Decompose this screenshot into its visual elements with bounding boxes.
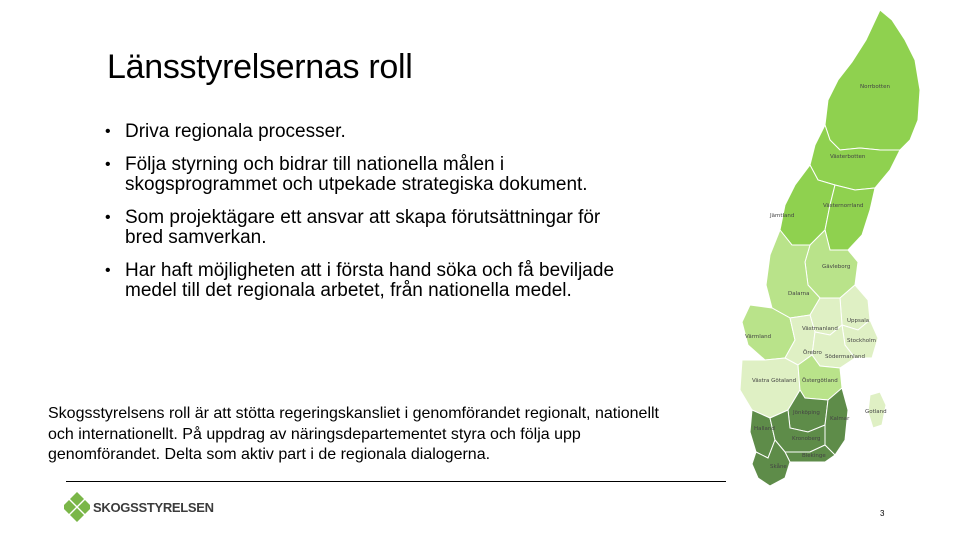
skogsstyrelsen-logo	[64, 490, 214, 524]
label-varmland: Värmland	[745, 334, 772, 340]
label-orebro: Örebro	[803, 350, 822, 356]
summary-paragraph: Skogsstyrelsens roll är att stötta regeringskansliet i genomförandet regionalt, nationellt och internationellt. På uppdrag av näringsdepartementet styra och följa upp genomförandet. Delta som aktiv part i de regionala dialogerna.	[48, 405, 659, 463]
logo-text: SKOGSSTYRELSEN	[93, 499, 214, 515]
county-vasternorrland	[825, 185, 875, 250]
label-dalarna: Dalarna	[788, 291, 810, 297]
divider-line	[66, 481, 726, 482]
slide-title: Länsstyrelsernas roll	[107, 48, 413, 86]
sweden-county-map	[730, 0, 960, 500]
label-vasternorrland: Västernorrland	[823, 203, 864, 209]
tree-logo-icon	[64, 490, 90, 524]
label-jonkoping: Jönköping	[793, 410, 820, 416]
label-vastmanland: Västmanland	[802, 326, 838, 332]
label-gavleborg: Gävleborg	[822, 264, 851, 270]
county-norrbotten	[825, 10, 920, 150]
label-blekinge: Blekinge	[802, 453, 826, 459]
label-vasterbotten: Västerbotten	[830, 154, 866, 160]
bullet-item: • Som projektägare ett ansvar att skapa förutsättningar för bred samverkan.	[105, 208, 625, 248]
bullet-item: • Har haft möjligheten att i första hand söka och få beviljade medel till det regionala arbetet, från nationella medel.	[105, 261, 625, 301]
page-number: 3	[880, 509, 885, 518]
label-sodermanland: Södermanland	[825, 354, 865, 360]
label-skane: Skåne	[770, 464, 787, 470]
label-halland: Halland	[754, 426, 775, 432]
label-norrbotten: Norrbotten	[860, 84, 890, 90]
label-jamtland: Jämtland	[770, 213, 795, 219]
label-gotland: Gotland	[865, 409, 887, 415]
label-uppsala: Uppsala	[847, 318, 870, 324]
bullet-item: • Följa styrning och bidrar till nationella målen i skogsprogrammet och utpekade strategiska dokument.	[105, 155, 625, 195]
bullet-list	[105, 122, 625, 314]
label-kronoberg: Kronoberg	[792, 436, 821, 442]
label-vastra-gotaland: Västra Götaland	[752, 378, 797, 384]
label-stockholm: Stockholm	[847, 338, 876, 344]
label-kalmar: Kalmar	[830, 416, 850, 422]
bullet-item: • Driva regionala processer.	[105, 122, 625, 142]
label-ostergotland: Östergötland	[802, 378, 838, 384]
